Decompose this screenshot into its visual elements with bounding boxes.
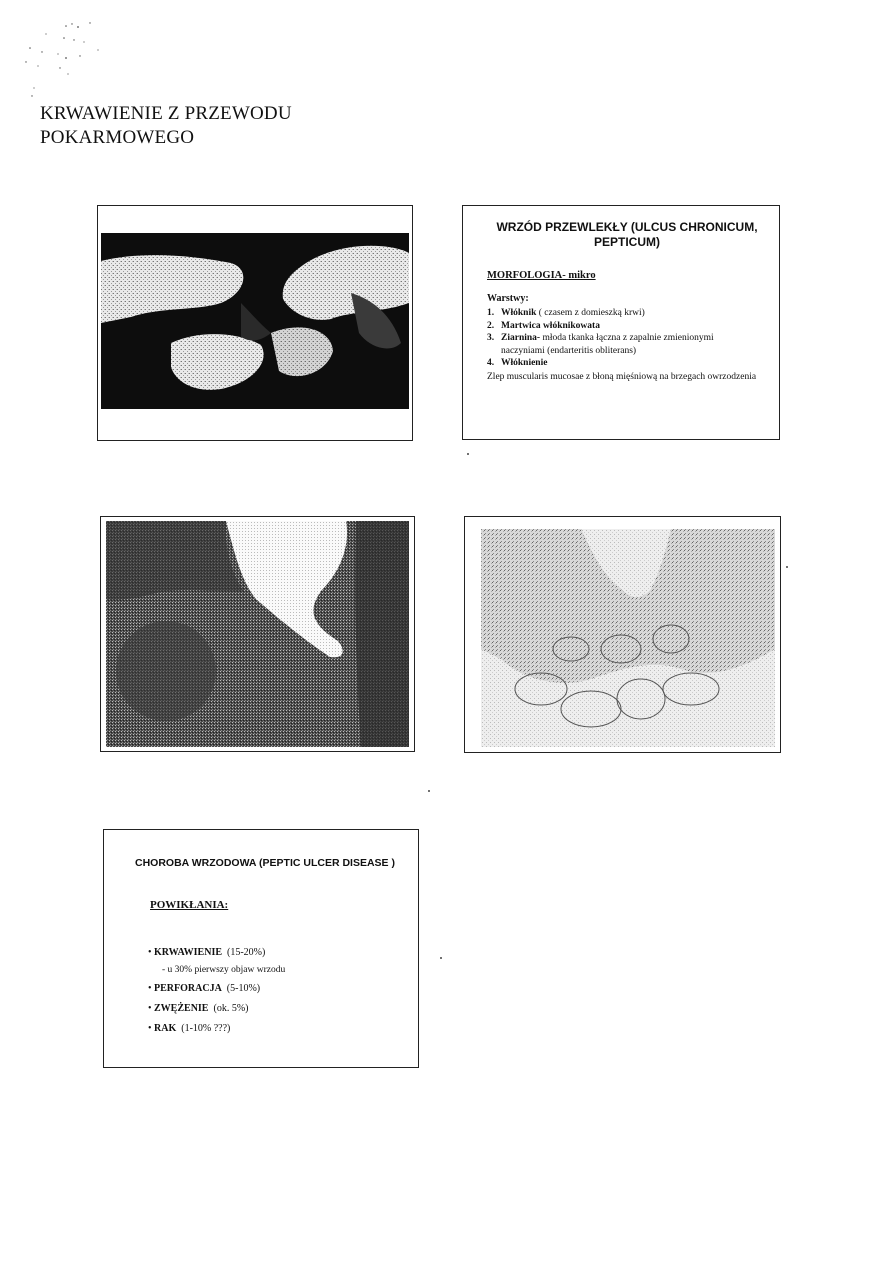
scan-speckle bbox=[20, 18, 110, 108]
layer-item bbox=[487, 320, 759, 333]
complication-item bbox=[148, 943, 418, 963]
layer-description: młoda tkanka łączna z zapalnie zmienionymi naczyniami (endarteritis obliterans) bbox=[501, 333, 714, 356]
layer-number: 3. bbox=[487, 333, 495, 343]
complication-rate: (ok. 5%) bbox=[213, 1003, 249, 1014]
complication-note bbox=[148, 961, 418, 979]
complication-name: PERFORACJA bbox=[154, 983, 222, 994]
layer-term: Włóknik bbox=[501, 308, 537, 318]
morphology-heading: MORFOLOGIA- mikro bbox=[487, 270, 596, 281]
layer-term: Ziarnina- bbox=[501, 333, 541, 343]
complication-name: KRWAWIENIE bbox=[154, 947, 223, 958]
complication-detail: - u 30% pierwszy objaw wrzodu bbox=[162, 965, 286, 975]
complication-item bbox=[148, 999, 418, 1019]
bullet: • bbox=[148, 1023, 152, 1034]
layer-item bbox=[487, 332, 759, 357]
scan-dot bbox=[440, 957, 442, 959]
layer-term: Włóknienie bbox=[501, 358, 548, 368]
gross-specimen-image bbox=[101, 233, 409, 409]
complication-rate: (5-10%) bbox=[226, 983, 261, 994]
layer-number: 4. bbox=[487, 358, 495, 368]
document-title: KRWAWIENIE Z PRZEWODU POKARMOWEGO bbox=[40, 103, 292, 148]
scan-dot bbox=[428, 790, 430, 792]
complication-name: RAK bbox=[154, 1023, 177, 1034]
slide-histology-1 bbox=[100, 516, 415, 752]
bullet: • bbox=[148, 947, 152, 958]
layer-item bbox=[487, 307, 759, 320]
complication-item bbox=[148, 1019, 418, 1039]
layer-number: 1. bbox=[487, 308, 495, 318]
slide-title: CHOROBA WRZODOWA (PEPTIC ULCER DISEASE ) bbox=[135, 857, 395, 869]
slide-chronic-ulcer bbox=[462, 205, 780, 440]
complications-heading: POWIKŁANIA: bbox=[150, 899, 229, 911]
slide-ulcer-photo bbox=[97, 205, 413, 441]
complication-rate: (15-20%) bbox=[227, 947, 266, 958]
layer-item bbox=[487, 357, 759, 370]
bullet: • bbox=[148, 983, 152, 994]
footnote: Zlep muscularis mucosae z błoną mięśniową na brzegach owrzodzenia bbox=[487, 371, 757, 382]
scan-dot bbox=[467, 453, 469, 455]
layers-label: Warstwy: bbox=[487, 293, 529, 304]
scan-dot bbox=[786, 566, 788, 568]
bullet: • bbox=[148, 1003, 152, 1014]
complication-item bbox=[148, 979, 418, 999]
complications-list bbox=[148, 943, 418, 1039]
slide-title: WRZÓD PRZEWLEKŁY (ULCUS CHRONICUM, PEPTICUM) bbox=[496, 220, 758, 249]
layer-term: Martwica włóknikowata bbox=[501, 320, 600, 331]
layer-description: ( czasem z domieszką krwi) bbox=[536, 308, 645, 318]
layers-list bbox=[487, 307, 759, 370]
slide-histology-2 bbox=[464, 516, 781, 753]
layer-number: 2. bbox=[487, 320, 495, 331]
complication-rate: (1-10% ???) bbox=[181, 1023, 231, 1034]
complication-name: ZWĘŻENIE bbox=[154, 1003, 209, 1014]
histology-image-2 bbox=[481, 529, 775, 747]
slide-peptic-ulcer-disease bbox=[103, 829, 419, 1068]
histology-image-1 bbox=[106, 521, 409, 747]
